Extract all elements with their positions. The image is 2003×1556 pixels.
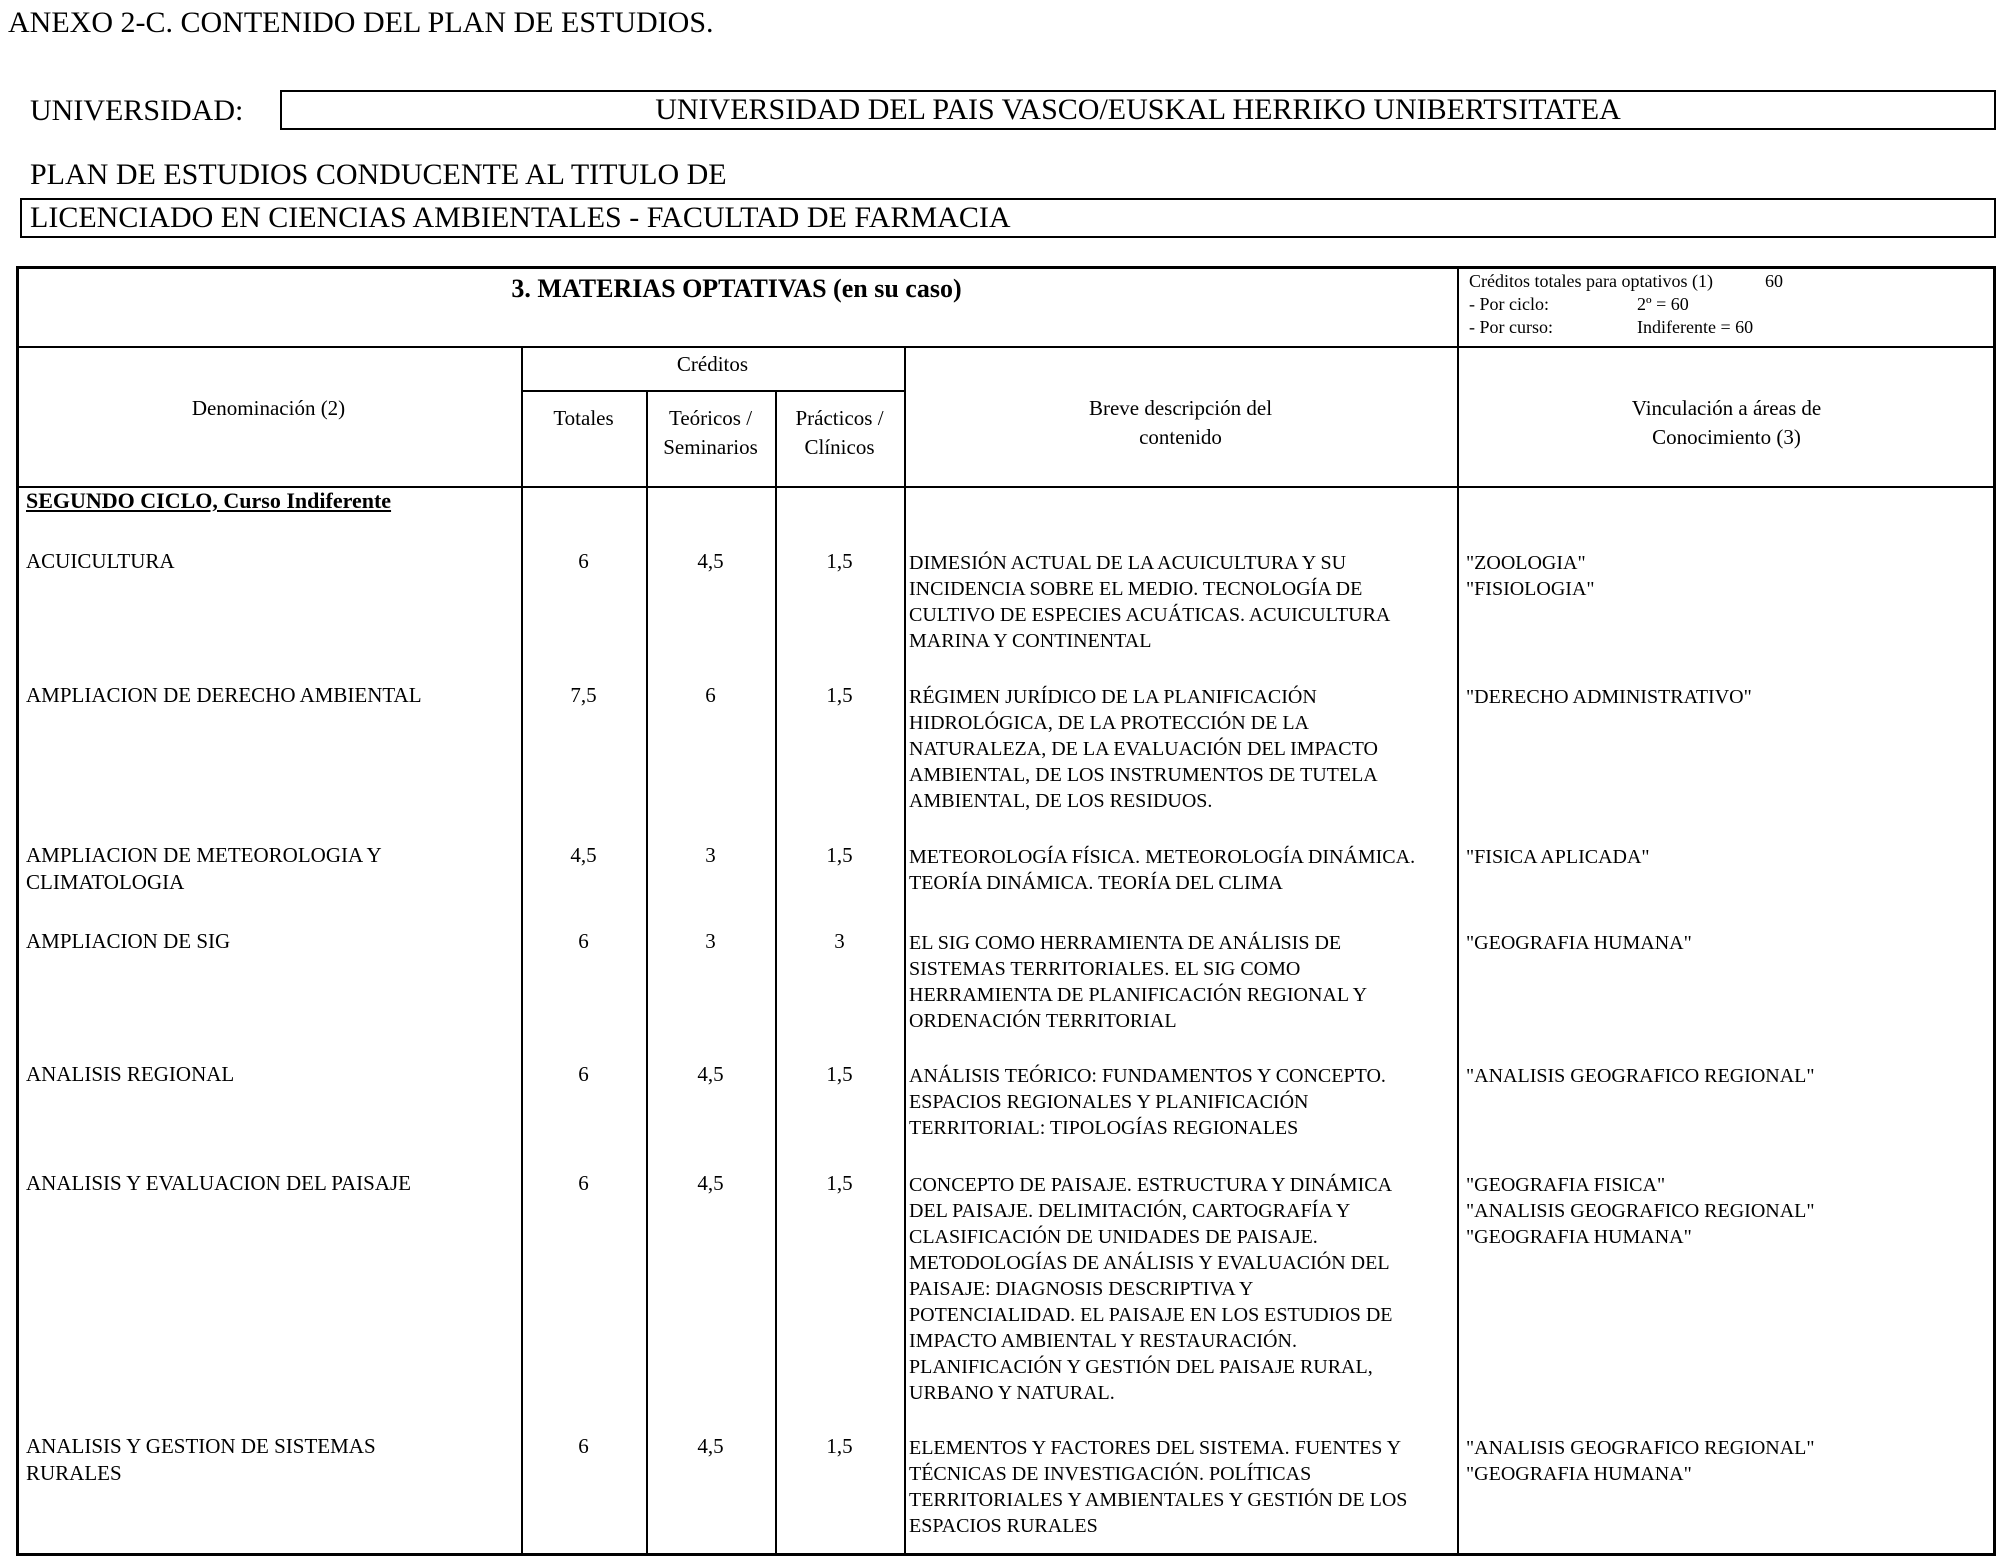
credits-totales: 6 (578, 549, 589, 573)
subject-description (909, 844, 1439, 896)
description-line: METODOLOGÍAS DE ANÁLISIS Y EVALUACIÓN DEL (909, 1252, 1390, 1274)
subject-description (909, 684, 1439, 814)
header-vinculacion (1457, 394, 1996, 452)
degree-name: LICENCIADO EN CIENCIAS AMBIENTALES - FACULTAD DE FARMACIA (30, 201, 1011, 234)
credits-practicos: 1,5 (826, 683, 853, 707)
description-line: CLASIFICACIÓN DE UNIDADES DE PAISAJE. (909, 1226, 1318, 1248)
subject-name (26, 928, 506, 955)
description-line: IMPACTO AMBIENTAL Y RESTAURACIÓN. (909, 1330, 1297, 1352)
description-line: EL SIG COMO HERRAMIENTA DE ANÁLISIS DE (909, 932, 1342, 954)
header-descripcion-line2: contenido (1139, 425, 1222, 449)
description-line: PAISAJE: DIAGNOSIS DESCRIPTIVA Y (909, 1278, 1254, 1300)
credits-totales: 7,5 (570, 683, 597, 707)
description-line: ESPACIOS RURALES (909, 1515, 1098, 1537)
header-practicos-line1: Prácticos / (795, 406, 884, 430)
credits-totales: 6 (578, 1171, 589, 1195)
description-line: TERRITORIALES Y AMBIENTALES Y GESTIÓN DE LOS (909, 1489, 1408, 1511)
subject-name (26, 842, 506, 896)
credits-totales: 6 (578, 929, 589, 953)
description-line: ANÁLISIS TEÓRICO: FUNDAMENTOS Y CONCEPTO. (909, 1065, 1386, 1087)
description-line: METEOROLOGÍA FÍSICA. METEOROLOGÍA DINÁMICA. (909, 846, 1416, 868)
subject-name-line: ACUICULTURA (26, 549, 175, 573)
subject-description (909, 1435, 1439, 1539)
subject-name-line: AMPLIACION DE METEOROLOGIA Y (26, 843, 382, 867)
section-title: 3. MATERIAS OPTATIVAS (en su caso) (511, 274, 962, 303)
description-line: HERRAMIENTA DE PLANIFICACIÓN REGIONAL Y (909, 984, 1368, 1006)
description-line: TÉCNICAS DE INVESTIGACIÓN. POLÍTICAS (909, 1463, 1312, 1485)
credits-practicos: 1,5 (826, 1171, 853, 1195)
description-line: ELEMENTOS Y FACTORES DEL SISTEMA. FUENTES Y (909, 1437, 1402, 1459)
university-name-box (280, 90, 1996, 130)
description-line: NATURALEZA, DE LA EVALUACIÓN DEL IMPACTO (909, 738, 1378, 760)
credits-total-label: Créditos totales para optativos (1) (1469, 271, 1713, 291)
table-divider-title (16, 346, 1996, 348)
university-label: UNIVERSIDAD: (30, 94, 244, 127)
description-line: DEL PAISAJE. DELIMITACIÓN, CARTOGRAFÍA Y (909, 1200, 1351, 1222)
group-title: SEGUNDO CICLO, Curso Indiferente (26, 488, 392, 513)
description-line: CULTIVO DE ESPECIES ACUÁTICAS. ACUICULTURA (909, 604, 1391, 626)
credits-teoricos: 4,5 (697, 1434, 724, 1458)
description-line: MARINA Y CONTINENTAL (909, 630, 1152, 652)
header-teoricos-line2: Seminarios (663, 435, 758, 459)
credits-course-label: - Por curso: (1469, 317, 1553, 337)
credits-practicos: 3 (834, 929, 845, 953)
description-line: TEORÍA DINÁMICA. TEORÍA DEL CLIMA (909, 872, 1283, 894)
knowledge-areas (1466, 930, 1986, 956)
description-line: HIDROLÓGICA, DE LA PROTECCIÓN DE LA (909, 712, 1309, 734)
knowledge-area-line: "GEOGRAFIA FISICA" (1466, 1174, 1666, 1196)
plan-label: PLAN DE ESTUDIOS CONDUCENTE AL TITULO DE (30, 158, 727, 191)
subject-name-line: AMPLIACION DE DERECHO AMBIENTAL (26, 683, 422, 707)
subject-description (909, 1063, 1439, 1141)
credits-totales: 6 (578, 1434, 589, 1458)
credits-teoricos: 4,5 (697, 1062, 724, 1086)
credits-teoricos: 3 (705, 843, 716, 867)
header-teoricos (646, 404, 775, 462)
subject-name (26, 682, 506, 709)
description-line: SISTEMAS TERRITORIALES. EL SIG COMO (909, 958, 1301, 980)
knowledge-areas (1466, 1435, 1986, 1487)
credits-summary (1469, 270, 1783, 339)
header-practicos-line2: Clínicos (804, 435, 875, 459)
description-line: POTENCIALIDAD. EL PAISAJE EN LOS ESTUDIOS DE (909, 1304, 1393, 1326)
knowledge-areas (1466, 844, 1986, 870)
subject-description (909, 1172, 1439, 1406)
credits-teoricos: 4,5 (697, 549, 724, 573)
knowledge-area-line: "FISIOLOGIA" (1466, 578, 1595, 600)
credits-course-value: Indiferente = 60 (1637, 317, 1754, 337)
credits-cycle-label: - Por ciclo: (1469, 294, 1549, 314)
knowledge-area-line: "ANALISIS GEOGRAFICO REGIONAL" (1466, 1065, 1815, 1087)
subject-name-line: ANALISIS REGIONAL (26, 1062, 235, 1086)
table-col-divider-descripcion (904, 346, 906, 1556)
credits-teoricos: 4,5 (697, 1171, 724, 1195)
table-divider-creditos (521, 390, 904, 392)
subject-name-line: RURALES (26, 1461, 122, 1485)
subject-name-line: ANALISIS Y GESTION DE SISTEMAS (26, 1434, 376, 1458)
degree-name-box (20, 198, 1996, 238)
subject-name (26, 1061, 506, 1088)
annex-title: ANEXO 2-C. CONTENIDO DEL PLAN DE ESTUDIOS. (8, 6, 714, 39)
subject-name (26, 1433, 506, 1487)
description-line: AMBIENTAL, DE LOS RESIDUOS. (909, 790, 1213, 812)
header-vinculacion-line1: Vinculación a áreas de (1631, 396, 1822, 420)
header-creditos: Créditos (676, 352, 749, 376)
header-descripcion-line1: Breve descripción del (1088, 396, 1273, 420)
description-line: ORDENACIÓN TERRITORIAL (909, 1010, 1177, 1032)
credits-totales: 4,5 (570, 843, 597, 867)
credits-cycle-row (1469, 293, 1783, 316)
description-line: CONCEPTO DE PAISAJE. ESTRUCTURA Y DINÁMICA (909, 1174, 1393, 1196)
table-col-divider-areas (1457, 266, 1459, 1556)
subject-name-line: AMPLIACION DE SIG (26, 929, 231, 953)
credits-practicos: 1,5 (826, 843, 853, 867)
description-line: INCIDENCIA SOBRE EL MEDIO. TECNOLOGÍA DE (909, 578, 1363, 600)
subject-description (909, 930, 1439, 1034)
knowledge-area-line: "GEOGRAFIA HUMANA" (1466, 1226, 1692, 1248)
credits-practicos: 1,5 (826, 549, 853, 573)
header-practicos (775, 404, 904, 462)
knowledge-area-line: "GEOGRAFIA HUMANA" (1466, 932, 1692, 954)
knowledge-area-line: "DERECHO ADMINISTRATIVO" (1466, 686, 1752, 708)
knowledge-area-line: "ZOOLOGIA" (1466, 552, 1586, 574)
subject-name-line: CLIMATOLOGIA (26, 870, 185, 894)
credits-practicos: 1,5 (826, 1062, 853, 1086)
header-vinculacion-line2: Conocimiento (3) (1652, 425, 1801, 449)
subject-name (26, 548, 506, 575)
subject-name (26, 1170, 506, 1197)
knowledge-area-line: "FISICA APLICADA" (1466, 846, 1650, 868)
description-line: AMBIENTAL, DE LOS INSTRUMENTOS DE TUTELA (909, 764, 1378, 786)
header-totales: Totales (553, 406, 614, 430)
description-line: DIMESIÓN ACTUAL DE LA ACUICULTURA Y SU (909, 552, 1347, 574)
description-line: RÉGIMEN JURÍDICO DE LA PLANIFICACIÓN (909, 686, 1317, 708)
knowledge-areas (1466, 550, 1986, 602)
knowledge-area-line: "ANALISIS GEOGRAFICO REGIONAL" (1466, 1200, 1815, 1222)
description-line: TERRITORIAL: TIPOLOGÍAS REGIONALES (909, 1117, 1299, 1139)
credits-teoricos: 3 (705, 929, 716, 953)
description-line: ESPACIOS REGIONALES Y PLANIFICACIÓN (909, 1091, 1309, 1113)
university-name: UNIVERSIDAD DEL PAIS VASCO/EUSKAL HERRIKO UNIBERTSITATEA (655, 93, 1621, 126)
knowledge-areas (1466, 684, 1986, 710)
knowledge-area-line: "GEOGRAFIA HUMANA" (1466, 1463, 1692, 1485)
header-descripcion (904, 394, 1457, 452)
subject-description (909, 550, 1439, 654)
knowledge-area-line: "ANALISIS GEOGRAFICO REGIONAL" (1466, 1437, 1815, 1459)
credits-totales: 6 (578, 1062, 589, 1086)
credits-teoricos: 6 (705, 683, 716, 707)
credits-total-row (1469, 270, 1783, 293)
credits-course-row (1469, 316, 1783, 339)
credits-practicos: 1,5 (826, 1434, 853, 1458)
description-line: PLANIFICACIÓN Y GESTIÓN DEL PAISAJE RURAL, (909, 1356, 1373, 1378)
credits-cycle-value: 2º = 60 (1637, 294, 1689, 314)
description-line: URBANO Y NATURAL. (909, 1382, 1115, 1404)
header-denominacion: Denominación (2) (191, 396, 346, 420)
knowledge-areas (1466, 1063, 1986, 1089)
header-teoricos-line1: Teóricos / (668, 406, 753, 430)
subject-name-line: ANALISIS Y EVALUACION DEL PAISAJE (26, 1171, 412, 1195)
credits-total-value: 60 (1764, 271, 1783, 291)
knowledge-areas (1466, 1172, 1986, 1250)
